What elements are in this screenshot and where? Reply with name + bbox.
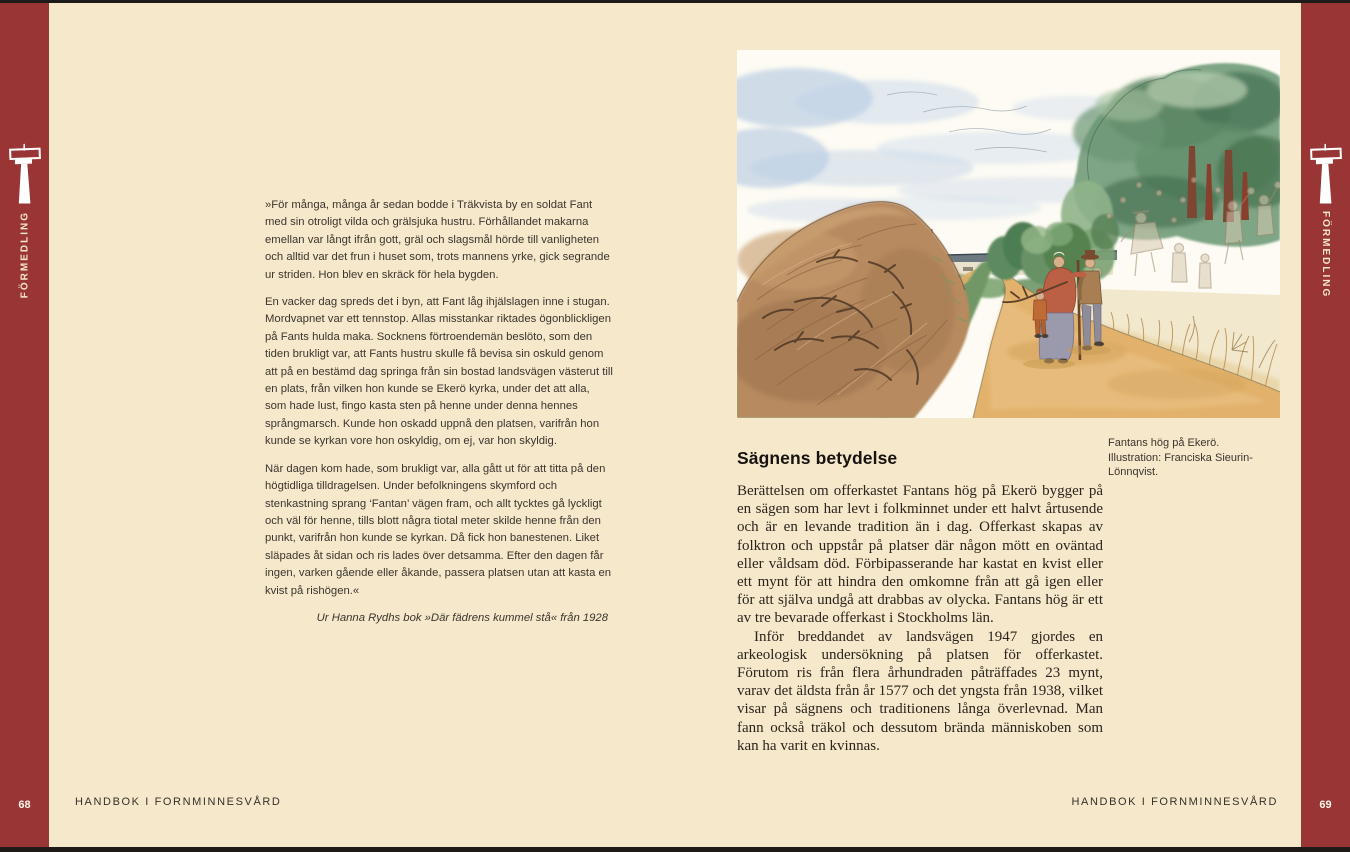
left-margin-band (0, 3, 49, 847)
quote-paragraph: När dagen kom hade, som brukligt var, alla gått ut för att titta på den högtidliga tilldragelsen. Under befolkningens skymford och stenkastning sprang ‘Fantan’ vägen fram, och allt tycktes gå lyckligt och väl för henne, tills blott några tiotal meter skilde henne från den punkt, varifrån hon kunde se kyrkan. Då fick hon banestenen. Liket släpades åt sidan och ris lades över detsamma. Efter den dagen får ingen, varken gående eller åkande, passera platsen utan att kasta en kvist på rishögen.« (265, 462, 612, 597)
brushwood-mound (737, 202, 970, 418)
illustration (737, 50, 1280, 418)
book-spread (0, 3, 1350, 847)
watercolor-illustration (737, 50, 1280, 418)
page-number-left: 68 (18, 799, 31, 811)
quote-paragraph: En vacker dag spreds det i byn, att Fant låg ihjälslagen inne i stugan. Mordvapnet var ett tennstop. Allas misstankar riktades ögonblickligen på Fants hulda maka. Socknens förtroendemän beslöto, som den tiden brukligt var, att Fants hustru skulle få bevisa sin oskuld genom att på en bestämd dag springa från sin bostad landsvägen västerut till en plats, från vilken hon kunde se Ekerö kyrka, under det att alla, som hade lust, fingo kasta sten på henne under denna hennes språngmarsch. Kunde hon oskadd uppnå den platsen, varifrån hon kunde se kyrkan vore hon oskyldig, om ej, var hon skyldig. (265, 296, 613, 448)
body-paragraph: Berättelsen om offerkastet Fantans hög på Ekerö bygger på en sägen som har levt i folkminnet under ett halvt årtusende och är en levande tradition än i dag. Offerkast skapas av folktron och uppstår på platser där någon mött en oväntad eller våldsam död. Förbipasserande har kastat en kvist eller ett mynt för att hindra den omkomne från att gå igen eller för att själva undgå att drabbas av olycka. Fantans hög är ett av tre bevarade offerkast i Stockholms län. (737, 483, 1103, 627)
ghost-boy (1199, 254, 1211, 288)
illustration-caption: Fantans hög på Ekerö. Illustration: Franciska Sieurin-Lönnqvist. (1108, 437, 1253, 478)
signpost-icon (1308, 143, 1344, 205)
legend-quote (265, 197, 614, 627)
section-heading: Sägnens betydelse (737, 448, 898, 468)
signpost-icon (7, 143, 43, 205)
quote-paragraph: »För många, många år sedan bodde i Träkvista by en soldat Fant med sin otroligt vilda och grälsjuka hustru. Förhållandet makarna emellan var långt ifrån gott, gräl och slagsmål hörde till vanligheten och alltid var det frun i huset som, trots mannens yrke, gick segrande ur striden. Hon blev en skräck för hela bygden. (265, 199, 610, 281)
body-text (737, 482, 1103, 755)
body-paragraph: Inför breddandet av landsvägen 1947 gjordes en arkeologisk undersökning på platsen för offerkastet. Förutom ris från flera århundraden påträffades 23 mynt, varav det äldsta från år 1577 och det yngsta från 1938, vilket visar på sägnens och traditionens långa överlevnad. Man fann också träkol och dessutom brända människoben som kan ha varit en kvinnas. (737, 628, 1103, 754)
chapter-label-right: FÖRMEDLING (1320, 211, 1331, 299)
running-footer-left: HANDBOK I FORNMINNESVÅRD (75, 796, 282, 808)
right-margin-band (1301, 3, 1350, 847)
page-number-right: 69 (1319, 799, 1332, 811)
running-footer-right: HANDBOK I FORNMINNESVÅRD (1071, 796, 1278, 808)
chapter-label-left: FÖRMEDLING (19, 211, 30, 299)
quote-attribution: Ur Hanna Rydhs bok »Där fädrens kummel stå« från 1928 (316, 611, 608, 624)
